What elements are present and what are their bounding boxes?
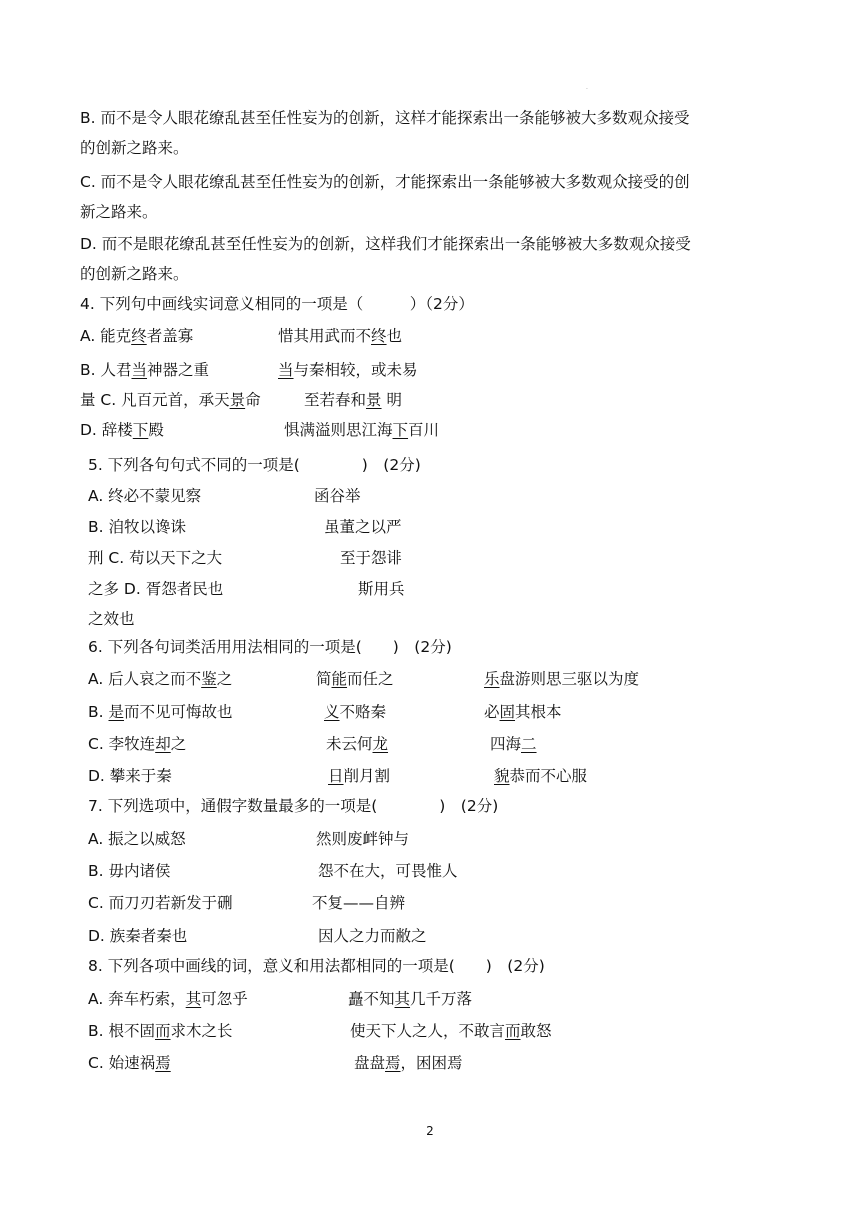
q4-stem: 4. 下列句中画线实词意义相同的一项是（ ）（2分） xyxy=(80,295,474,313)
option-d-line2: 的创新之路来。 xyxy=(80,265,189,283)
scan-dot: · xyxy=(586,86,588,93)
q4-option-d-1: D. 辞楼下殿 xyxy=(80,421,164,439)
q8-option-b-1: B. 根不固而求木之长 xyxy=(88,1022,233,1040)
q7-option-b-2: 怨不在大，可畏惟人 xyxy=(318,862,458,880)
q7-option-a-1: A. 振之以威怒 xyxy=(88,830,186,848)
q7-option-c-2: 不复——自辨 xyxy=(312,894,406,912)
q7-option-d-1: D. 族秦者秦也 xyxy=(88,927,188,945)
q5-option-a-1: A. 终必不蒙见察 xyxy=(88,487,202,505)
q5-option-d-3: 之效也 xyxy=(88,610,135,628)
q8-option-a-1: A. 奔车朽索，其可忽乎 xyxy=(88,990,248,1008)
option-c-line1: C. 而不是令人眼花缭乱甚至任性妄为的创新，才能探索出一条能够被大多数观众接受的创 xyxy=(80,173,690,191)
q4-option-b-2: 当与秦相较，或未易 xyxy=(278,361,418,379)
q4-option-c-1: 量 C. 凡百元首，承天景命 xyxy=(80,391,261,409)
q4-option-a-1: A. 能克终者盖寡 xyxy=(80,327,194,345)
option-d-line1: D. 而不是眼花缭乱甚至任性妄为的创新，这样我们才能探索出一条能够被大多数观众接受 xyxy=(80,235,691,253)
q5-option-a-2: 函谷举 xyxy=(314,487,361,505)
q8-option-c-2: 盘盘焉，困困焉 xyxy=(354,1054,463,1072)
q8-stem: 8. 下列各项中画线的词，意义和用法都相同的一项是( ) (2分) xyxy=(88,957,545,975)
page-number: 2 xyxy=(426,1124,434,1138)
option-b-line2: 的创新之路来。 xyxy=(80,139,189,157)
q6-option-a-1: A. 后人哀之而不鉴之 xyxy=(88,670,233,688)
q6-option-d-2: 日削月割 xyxy=(328,767,391,785)
q4-option-a-2: 惜其用武而不终也 xyxy=(278,327,403,345)
q6-option-c-2: 未云何龙 xyxy=(326,735,389,753)
q6-option-c-3: 四海二 xyxy=(490,735,537,753)
q6-stem: 6. 下列各句词类活用用法相同的一项是( ) (2分) xyxy=(88,638,452,656)
q7-option-d-2: 因人之力而敝之 xyxy=(318,927,427,945)
q6-option-d-3: 貌恭而不心服 xyxy=(494,767,588,785)
q7-option-c-1: C. 而刀刃若新发于硎 xyxy=(88,894,233,912)
q6-option-b-2: 义不赂秦 xyxy=(324,703,387,721)
q5-stem: 5. 下列各句句式不同的一项是( ) (2分) xyxy=(88,456,421,474)
q6-option-a-2: 简能而任之 xyxy=(316,670,394,688)
q7-option-b-1: B. 毋内诸侯 xyxy=(88,862,171,880)
q6-option-b-1: B. 是而不见可悔故也 xyxy=(88,703,233,721)
q8-option-c-1: C. 始速祸焉 xyxy=(88,1054,171,1072)
q5-option-d-1: 之多 D. 胥怨者民也 xyxy=(88,580,224,598)
q4-option-c-2: 至若春和景 明 xyxy=(304,391,402,409)
q5-option-c-1: 刑 C. 苟以天下之大 xyxy=(88,549,223,567)
q6-option-c-1: C. 李牧连却之 xyxy=(88,735,187,753)
q7-option-a-2: 然则废衅钟与 xyxy=(316,830,410,848)
q8-option-a-2: 矗不知其几千万落 xyxy=(348,990,473,1008)
option-b-line1: B. 而不是令人眼花缭乱甚至任性妄为的创新，这样才能探索出一条能够被大多数观众接受 xyxy=(80,109,690,127)
q6-option-d-1: D. 攀来于秦 xyxy=(88,767,172,785)
q5-option-b-2: 虽董之以严 xyxy=(324,518,402,536)
q7-stem: 7. 下列选项中，通假字数量最多的一项是( ) (2分) xyxy=(88,797,499,815)
option-c-line2: 新之路来。 xyxy=(80,203,158,221)
q5-option-d-2: 斯用兵 xyxy=(358,580,405,598)
q5-option-b-1: B. 洎牧以谗诛 xyxy=(88,518,186,536)
q4-option-d-2: 惧满溢则思江海下百川 xyxy=(284,421,440,439)
q5-option-c-2: 至于怨诽 xyxy=(340,549,403,567)
q6-option-a-3: 乐盘游则思三驱以为度 xyxy=(484,670,640,688)
q6-option-b-3: 必固其根本 xyxy=(484,703,562,721)
q4-option-b-1: B. 人君当神器之重 xyxy=(80,361,210,379)
q8-option-b-2: 使天下人之人，不敢言而敢怒 xyxy=(350,1022,552,1040)
